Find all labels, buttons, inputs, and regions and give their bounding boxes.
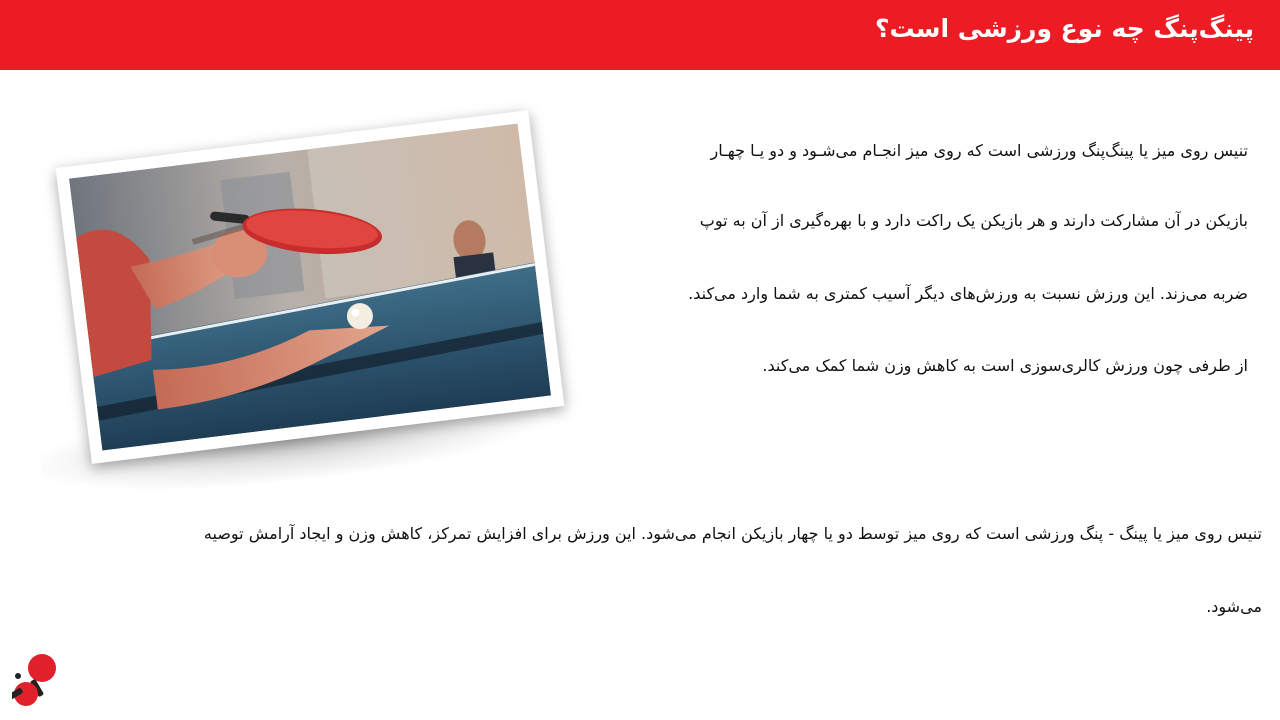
body-line-4: از طرفی چون ورزش کالری‌سوزی است به کاهش وزن شما کمک می‌کند. [762, 356, 1248, 375]
footer-line-2: می‌شود. [1206, 597, 1262, 616]
photo-frame [56, 110, 565, 464]
title-bar [0, 0, 1280, 70]
body-line-2: بازیکن در آن مشارکت دارند و هر بازیکن یک راکت دارد و با بهره‌گیری از آن به توپ [699, 211, 1248, 230]
page-title: پینگ‌پنگ چه نوع ورزشی است؟ [874, 14, 1254, 43]
footer-line-1: تنیس روی میز یا پینگ - پنگ ورزشی است که روی میز توسط دو یا چهار بازیکن انجام می‌شود. این ورزش برای افزایش تمرکز، کاهش وزن و ایجاد آرامش توصیه [203, 524, 1262, 543]
ping-pong-paddles-icon [12, 652, 60, 712]
body-line-1: تنیس روی میز یا پینگ‌پنگ ورزشی است که روی میز انجـام می‌شـود و دو یـا چهـار [710, 141, 1248, 160]
table-tennis-photo [69, 123, 551, 450]
body-line-3: ضربه می‌زند. این ورزش نسبت به ورزش‌های دیگر آسیب کمتری به شما وارد می‌کند. [688, 284, 1248, 303]
